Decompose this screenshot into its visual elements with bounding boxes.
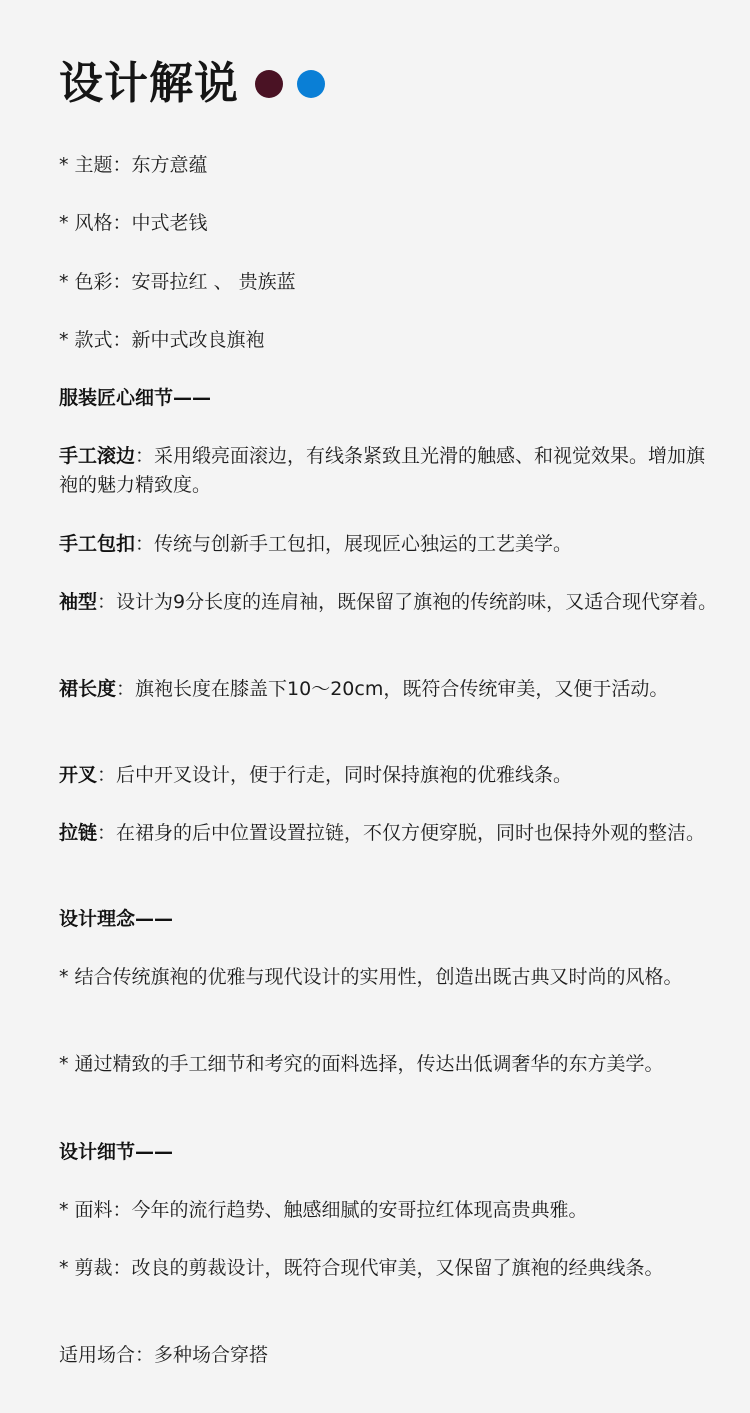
- concept-item: * 通过精致的手工细节和考究的面料选择，传达出低调奢华的东方美学。: [59, 1053, 664, 1075]
- basic-style: * 风格：中式老钱: [59, 212, 208, 234]
- craft-term: 手工包扣: [59, 533, 136, 555]
- section-heading-craft: 服装匠心细节——: [59, 387, 212, 409]
- craft-item: [59, 442, 719, 500]
- craft-item: [59, 761, 719, 790]
- craft-item: [59, 530, 719, 559]
- page-title: 设计解说: [59, 58, 239, 109]
- section-heading-concept: 设计理念——: [59, 908, 174, 930]
- concept-item: * 结合传统旗袍的优雅与现代设计的实用性，创造出既古典又时尚的风格。: [59, 966, 683, 988]
- craft-item: [59, 819, 719, 848]
- craft-term: 拉链: [59, 822, 98, 844]
- detail-item: * 面料：今年的流行趋势、触感细腻的安哥拉红体现高贵典雅。: [59, 1199, 588, 1221]
- basic-colors: * 色彩：安哥拉红 、 贵族蓝: [59, 271, 296, 293]
- color-dot-blue: [297, 70, 325, 98]
- craft-item: [59, 675, 719, 704]
- basic-cut: * 款式：新中式改良旗袍: [59, 329, 265, 351]
- basic-theme: * 主题：东方意蕴: [59, 154, 208, 176]
- section-heading-details: 设计细节——: [59, 1141, 174, 1163]
- craft-term: 手工滚边: [59, 445, 136, 467]
- craft-text: ：在裙身的后中位置设置拉链，不仅方便穿脱，同时也保持外观的整洁。: [97, 822, 706, 844]
- craft-term: 袖型: [59, 591, 98, 613]
- craft-text: ：传统与创新手工包扣，展现匠心独运的工艺美学。: [135, 533, 573, 555]
- craft-term: 开叉: [59, 764, 98, 786]
- craft-text: ：后中开叉设计，便于行走，同时保持旗袍的优雅线条。: [97, 764, 573, 786]
- header: [59, 56, 325, 112]
- detail-item: * 剪裁：改良的剪裁设计，既符合现代审美，又保留了旗袍的经典线条。: [59, 1257, 664, 1279]
- color-dot-red: [255, 70, 283, 98]
- occasion: 适用场合：多种场合穿搭: [59, 1344, 269, 1366]
- craft-item: [59, 588, 719, 617]
- craft-term: 裙长度: [59, 678, 117, 700]
- craft-text: ：旗袍长度在膝盖下10～20cm，既符合传统审美，又便于活动。: [116, 678, 669, 700]
- craft-text: ：采用缎亮面滚边，有线条紧致且光滑的触感、和视觉效果。增加旗袍的魅力精致度。: [59, 445, 706, 496]
- craft-text: ：设计为9分长度的连肩袖，既保留了旗袍的传统韵味，又适合现代穿着。: [97, 591, 718, 613]
